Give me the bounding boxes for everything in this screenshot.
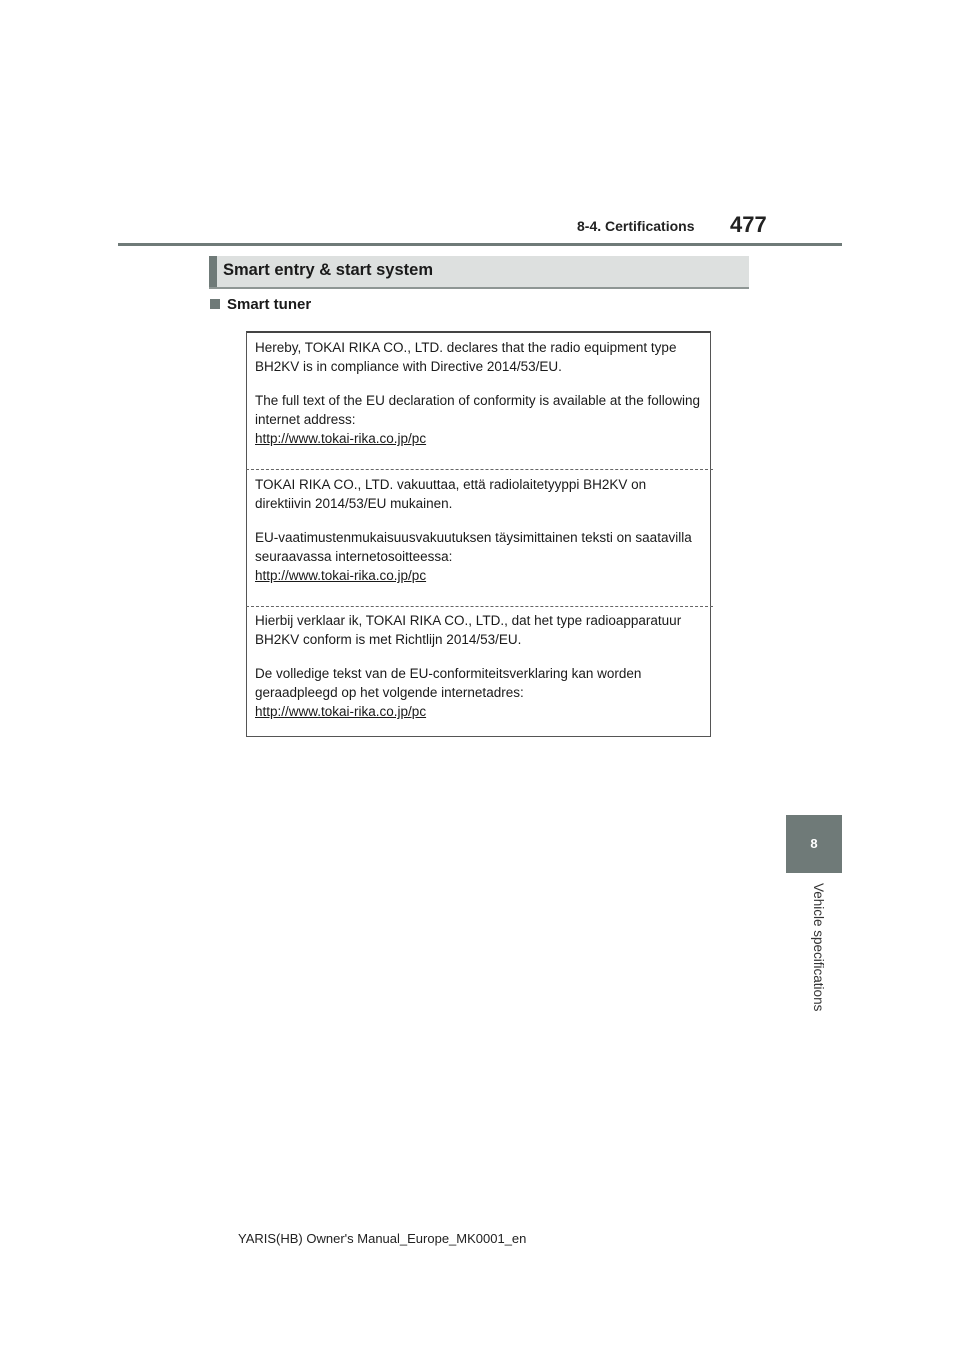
declaration-statement: Hierbij verklaar ik, TOKAI RIKA CO., LTD., dat het type radioapparatuur BH2KV conform is met Richtlijn 2014/53/EU.	[255, 613, 682, 647]
declaration-availability-text: EU-vaatimustenmukaisuusvakuutuksen täysimittainen teksti on saatavilla seuraavassa internetosoitteessa:	[255, 530, 692, 564]
declaration-dutch	[255, 611, 705, 721]
header-section-title: 8-4. Certifications	[577, 218, 695, 234]
declaration-availability-text: De volledige tekst van de EU-conformiteitsverklaring kan worden geraadpleegd op het volgende internetadres:	[255, 666, 642, 700]
chapter-tab: 8	[786, 815, 842, 873]
header-rule	[118, 243, 842, 246]
declaration-url[interactable]: http://www.tokai-rika.co.jp/pc	[255, 431, 427, 446]
footer-text: YARIS(HB) Owner's Manual_Europe_MK0001_en	[238, 1231, 527, 1246]
declaration-url[interactable]: http://www.tokai-rika.co.jp/pc	[255, 704, 427, 719]
section-accent	[209, 256, 217, 287]
declaration-statement: Hereby, TOKAI RIKA CO., LTD. declares that the radio equipment type BH2KV is in compliance with Directive 2014/53/EU.	[255, 340, 677, 374]
declaration-divider	[246, 469, 713, 470]
declaration-availability	[255, 528, 705, 585]
declaration-availability-text: The full text of the EU declaration of conformity is available at the following internet address:	[255, 393, 700, 427]
section-title: Smart entry & start system	[223, 261, 434, 279]
declaration-url[interactable]: http://www.tokai-rika.co.jp/pc	[255, 568, 427, 583]
subheading	[210, 296, 311, 313]
declaration-finnish	[255, 475, 705, 585]
declaration-availability	[255, 391, 705, 448]
declaration-english	[255, 338, 705, 448]
declaration-statement: TOKAI RIKA CO., LTD. vakuuttaa, että radiolaitetyyppi BH2KV on direktiivin 2014/53/EU mukainen.	[255, 477, 647, 511]
declaration-divider	[246, 606, 713, 607]
section-title-bar	[209, 256, 749, 289]
page-number: 477	[730, 212, 767, 237]
chapter-label: Vehicle specifications	[811, 883, 826, 1012]
declaration-box	[246, 331, 711, 737]
declaration-availability	[255, 664, 705, 721]
square-bullet-icon	[210, 299, 220, 309]
subheading-label: Smart tuner	[227, 296, 312, 313]
